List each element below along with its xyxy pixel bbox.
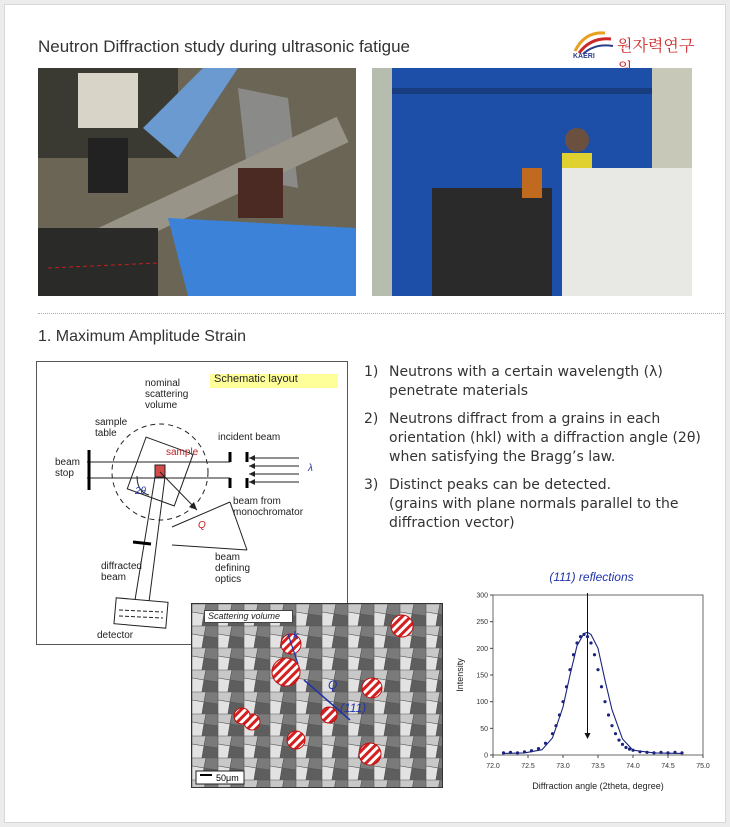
- diffraction-chart: [449, 565, 717, 805]
- list-item: [364, 363, 704, 401]
- plot-frame: [493, 595, 703, 755]
- list-number: 3): [364, 477, 379, 493]
- y-tick-label: 150: [476, 672, 488, 680]
- y-tick-label: 50: [480, 725, 488, 733]
- beam-defining-optics-label: beam defining optics: [215, 552, 251, 585]
- list-text: Neutrons with a certain wavelength (λ) penetrate materials: [389, 364, 663, 399]
- data-point: [582, 633, 585, 636]
- data-point: [593, 653, 596, 656]
- data-point: [502, 751, 505, 754]
- data-point: [666, 751, 669, 754]
- scattering-volume-label: Scattering volume: [204, 610, 293, 623]
- list-text: Neutrons diffract from a grains in each orientation (hkl) with a diffraction angle (2θ) when satisfying the Bragg’s law.: [389, 411, 701, 465]
- data-point: [624, 746, 627, 749]
- data-point: [554, 724, 557, 727]
- two-theta-label: 2θ: [135, 486, 146, 497]
- data-point: [614, 732, 617, 735]
- grain-micrograph: [191, 603, 443, 788]
- kaeri-logo-icon: [571, 29, 615, 55]
- data-point: [586, 635, 589, 638]
- data-point: [544, 742, 547, 745]
- micro-miller-label: (111): [340, 701, 367, 715]
- data-point: [530, 749, 533, 752]
- data-point: [565, 685, 568, 688]
- micro-q-label: Q: [328, 678, 338, 692]
- logo-text: 원자력연구: [617, 36, 695, 55]
- lab-photo-left: [38, 68, 356, 296]
- data-point: [516, 751, 519, 754]
- y-tick-label: 250: [476, 619, 488, 627]
- x-tick-label: 72.5: [521, 763, 535, 770]
- y-tick-label: 100: [476, 699, 488, 707]
- data-point: [600, 685, 603, 688]
- data-point: [610, 724, 613, 727]
- lambda-label: λ: [308, 463, 313, 474]
- page-title: Neutron Diffraction study during ultrasonic fatigue: [38, 37, 410, 56]
- incident-beam-label: incident beam: [218, 432, 281, 443]
- explanation-list: [364, 363, 704, 542]
- data-point: [628, 748, 631, 751]
- data-point: [579, 635, 582, 638]
- q-vector-label: Q: [198, 520, 206, 531]
- sample-table-label: sample table: [95, 417, 128, 439]
- beam-from-mono-label: beam from monochromator: [233, 496, 304, 518]
- x-tick-label: 73.0: [556, 763, 570, 770]
- chart-title: (111) reflections: [549, 570, 634, 584]
- x-tick-label: 73.5: [591, 763, 605, 770]
- y-tick-label: 0: [484, 752, 488, 760]
- data-point: [558, 713, 561, 716]
- y-tick-label: 200: [476, 645, 488, 653]
- diffracted-beam-label: diffracted beam: [101, 561, 142, 583]
- sample-label: sample: [166, 447, 199, 458]
- data-point: [568, 668, 571, 671]
- data-point: [537, 747, 540, 750]
- slide: [4, 4, 726, 823]
- data-point: [575, 641, 578, 644]
- data-point: [561, 700, 564, 703]
- beam-stop-label: beam stop: [55, 457, 81, 479]
- data-point: [680, 751, 683, 754]
- schematic-layout-label: Schematic layout: [210, 374, 338, 388]
- x-tick-label: 75.0: [696, 763, 710, 770]
- y-axis-label: Intensity: [455, 658, 465, 692]
- data-point: [645, 751, 648, 754]
- kaeri-logo: [571, 29, 701, 69]
- data-point: [652, 751, 655, 754]
- fit-curve: [504, 632, 683, 753]
- data-point: [607, 713, 610, 716]
- list-number: 1): [364, 364, 379, 380]
- data-point: [673, 751, 676, 754]
- list-item: [364, 476, 704, 533]
- scale-bar-label: 50μm: [216, 773, 239, 783]
- detector-label: detector: [97, 630, 134, 641]
- data-point: [631, 749, 634, 752]
- x-axis-label: Diffraction angle (2theta, degree): [532, 781, 664, 791]
- data-point: [551, 732, 554, 735]
- x-tick-label: 74.5: [661, 763, 675, 770]
- nominal-volume-label: nominal scattering volume: [145, 378, 189, 411]
- chart-svg: [449, 565, 717, 805]
- data-point: [509, 751, 512, 754]
- list-item: [364, 410, 704, 467]
- y-tick-label: 300: [476, 592, 488, 600]
- peak-marker-arrow: [585, 733, 591, 739]
- data-point: [523, 750, 526, 753]
- micro-k-label: k: [293, 630, 299, 642]
- list-text: Distinct peaks can be detected. (grains with plane normals parallel to the diffraction vector): [389, 477, 679, 531]
- data-point: [603, 700, 606, 703]
- data-point: [572, 653, 575, 656]
- logo-sub: KAERI: [573, 53, 595, 60]
- data-point: [596, 668, 599, 671]
- data-point: [659, 751, 662, 754]
- section-divider: [38, 313, 724, 314]
- section-title: 1. Maximum Amplitude Strain: [38, 328, 247, 345]
- data-point: [589, 641, 592, 644]
- x-tick-label: 74.0: [626, 763, 640, 770]
- data-point: [617, 738, 620, 741]
- data-point: [638, 750, 641, 753]
- x-tick-label: 72.0: [486, 763, 500, 770]
- data-point: [621, 743, 624, 746]
- lab-photo-right: [372, 68, 692, 296]
- list-number: 2): [364, 411, 379, 427]
